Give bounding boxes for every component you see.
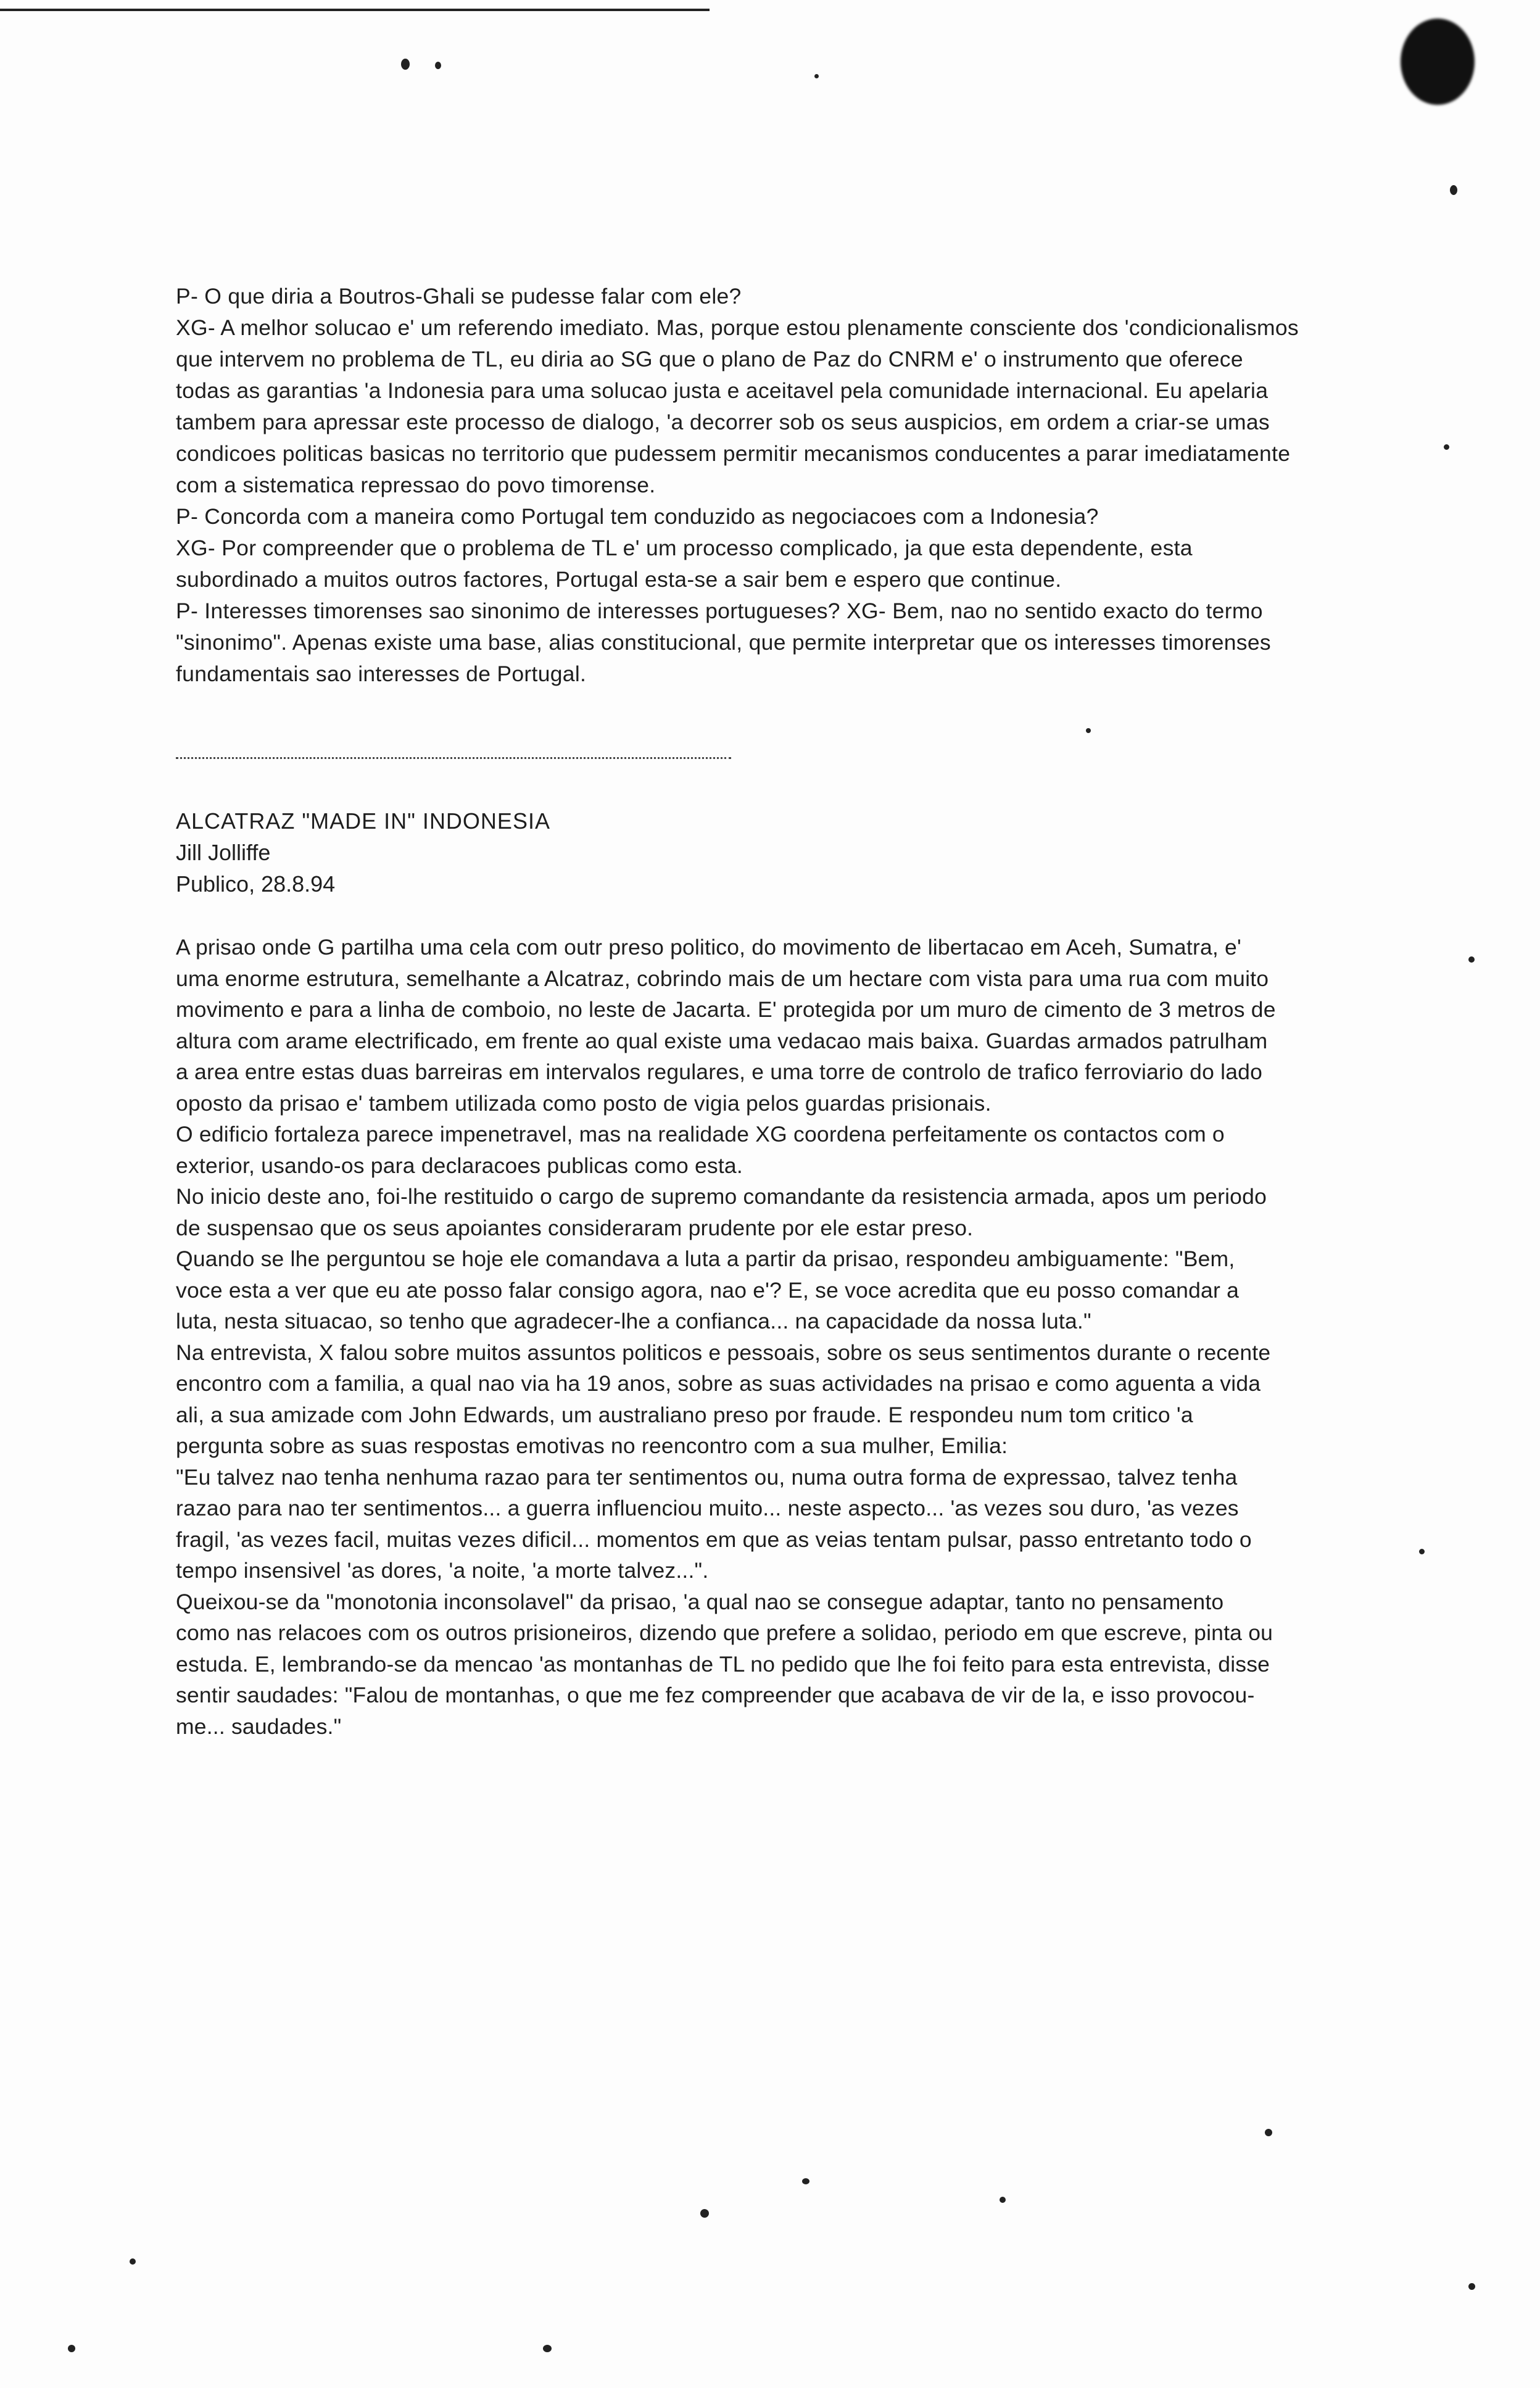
article-paragraph: O edificio fortaleza parece impenetravel, mas na realidade XG coordena perfeitamente os contactos com o exterior, usando-os para declaracoes publicas como esta. bbox=[176, 1122, 1225, 1178]
ink-speck bbox=[543, 2345, 552, 2352]
article-paragraph: Quando se lhe perguntou se hoje ele comandava a luta a partir da prisao, respondeu ambiguamente: "Bem, voce esta a ver que eu ate posso falar consigo agora, nao e'? E, se voce acredita que eu posso comandar a luta, nesta situacao, so tenho que agradecer-lhe a confianca... na capacidade da nossa luta." bbox=[176, 1246, 1240, 1333]
ink-speck bbox=[802, 2178, 809, 2184]
ink-speck bbox=[435, 62, 441, 69]
ink-speck bbox=[814, 74, 819, 78]
ink-speck bbox=[1419, 1549, 1425, 1554]
article-body bbox=[176, 932, 1280, 1742]
ink-speck bbox=[700, 2209, 709, 2218]
interview-paragraph: P- Interesses timorenses sao sinonimo de interesses portugueses? XG- Bem, nao no sentido exacto do termo "sinonimo". Apenas existe uma base, alias constitucional, que permite interpretar que os interesses timorenses fundamentais sao interesses de Portugal. bbox=[176, 599, 1271, 686]
article-paragraph: No inicio deste ano, foi-lhe restituido o cargo de supremo comandante da resistencia armada, apos um periodo de suspensao que os seus apoiantes consideraram prudente por ele estar preso. bbox=[176, 1184, 1267, 1240]
article-title: ALCATRAZ "MADE IN" INDONESIA bbox=[176, 808, 550, 834]
ink-speck bbox=[1444, 444, 1449, 450]
article-paragraph: Na entrevista, X falou sobre muitos assuntos politicos e pessoais, sobre os seus sentimentos durante o recente encontro com a familia, a qual nao via ha 19 anos, sobre as suas actividades na prisao e como aguenta a vida ali, a sua amizade com John Edwards, um australiano preso por fraude. E respondeu num tom critico 'a pergunta sobre as suas respostas emotivas no reencontro com a sua mulher, Emilia: bbox=[176, 1340, 1271, 1458]
ink-speck bbox=[68, 2345, 75, 2352]
ink-speck bbox=[1468, 956, 1475, 963]
ink-speck bbox=[1086, 728, 1091, 733]
article-source: Publico, 28.8.94 bbox=[176, 871, 336, 897]
article-paragraph: Queixou-se da "monotonia inconsolavel" da prisao, 'a qual nao se consegue adaptar, tanto no pensamento como nas relacoes com os outros prisioneiros, dizendo que prefere a solidao, periodo em que escreve, pinta ou estuda. E, lembrando-se da mencao 'as montanhas de TL no pedido que lhe foi feito para esta entrevista, disse sentir saudades: "Falou de montanhas, o que me fez compreender que acabava de vir de la, e isso provocou-me... saudades." bbox=[176, 1589, 1273, 1739]
interview-paragraph: P- Concorda com a maneira como Portugal tem conduzido as negociacoes com a Indonesia? bbox=[176, 504, 1099, 529]
article-author: Jill Jolliffe bbox=[176, 840, 271, 865]
ink-speck bbox=[1000, 2197, 1006, 2203]
dotted-separator bbox=[176, 757, 731, 759]
interview-paragraph: P- O que diria a Boutros-Ghali se pudesse falar com ele? bbox=[176, 284, 742, 309]
ink-speck bbox=[130, 2258, 136, 2265]
interview-paragraph: XG- A melhor solucao e' um referendo imediato. Mas, porque estou plenamente consciente dos 'condicionalismos que intervem no problema de TL, eu diria ao SG que o plano de Paz do CNRM e' o instrumento que oferece todas as garantias 'a Indonesia para uma solucao justa e aceitavel pela comunidade internacional. Eu apelaria tambem para apressar este processo de dialogo, 'a decorrer sob os seus auspicios, em ordem a criar-se umas condicoes politicas basicas no territorio que pudessem permitir mecanismos conducentes a parar imediatamente com a sistematica repressao do povo timorense. bbox=[176, 315, 1299, 497]
article-header bbox=[176, 805, 550, 900]
top-rule bbox=[0, 9, 710, 11]
ink-speck bbox=[1265, 2129, 1272, 2136]
ink-speck bbox=[1468, 2283, 1475, 2290]
interview-section bbox=[176, 281, 1299, 690]
interview-paragraph: XG- Por compreender que o problema de TL e' um processo complicado, ja que esta dependente, esta subordinado a muitos outros factores, Portugal esta-se a sair bem e espero que continue. bbox=[176, 536, 1193, 592]
ink-smudge bbox=[1401, 19, 1475, 105]
ink-speck bbox=[1450, 185, 1457, 195]
article-paragraph: "Eu talvez nao tenha nenhuma razao para ter sentimentos ou, numa outra forma de expressao, talvez tenha razao para nao ter sentimentos... a guerra influenciou muito... neste aspecto... 'as vezes sou duro, 'as vezes fragil, 'as vezes facil, muitas vezes dificil... momentos em que as veias tentam pulsar, passo entretanto todo o tempo insensivel 'as dores, 'a noite, 'a morte talvez...". bbox=[176, 1464, 1252, 1583]
ink-speck bbox=[401, 59, 410, 70]
article-paragraph: A prisao onde G partilha uma cela com outr preso politico, do movimento de libertacao em Aceh, Sumatra, e' uma enorme estrutura, semelhante a Alcatraz, cobrindo mais de um hectare com vista para uma rua com muito movimento e para a linha de comboio, no leste de Jacarta. E' protegida por um muro de cimento de 3 metros de altura com arame electrificado, em frente ao qual existe uma vedacao mais baixa. Guardas armados patrulham a area entre estas duas barreiras em intervalos regulares, e uma torre de controlo de trafico ferroviario do lado oposto da prisao e' tambem utilizada como posto de vigia pelos guardas prisionais. bbox=[176, 935, 1276, 1116]
